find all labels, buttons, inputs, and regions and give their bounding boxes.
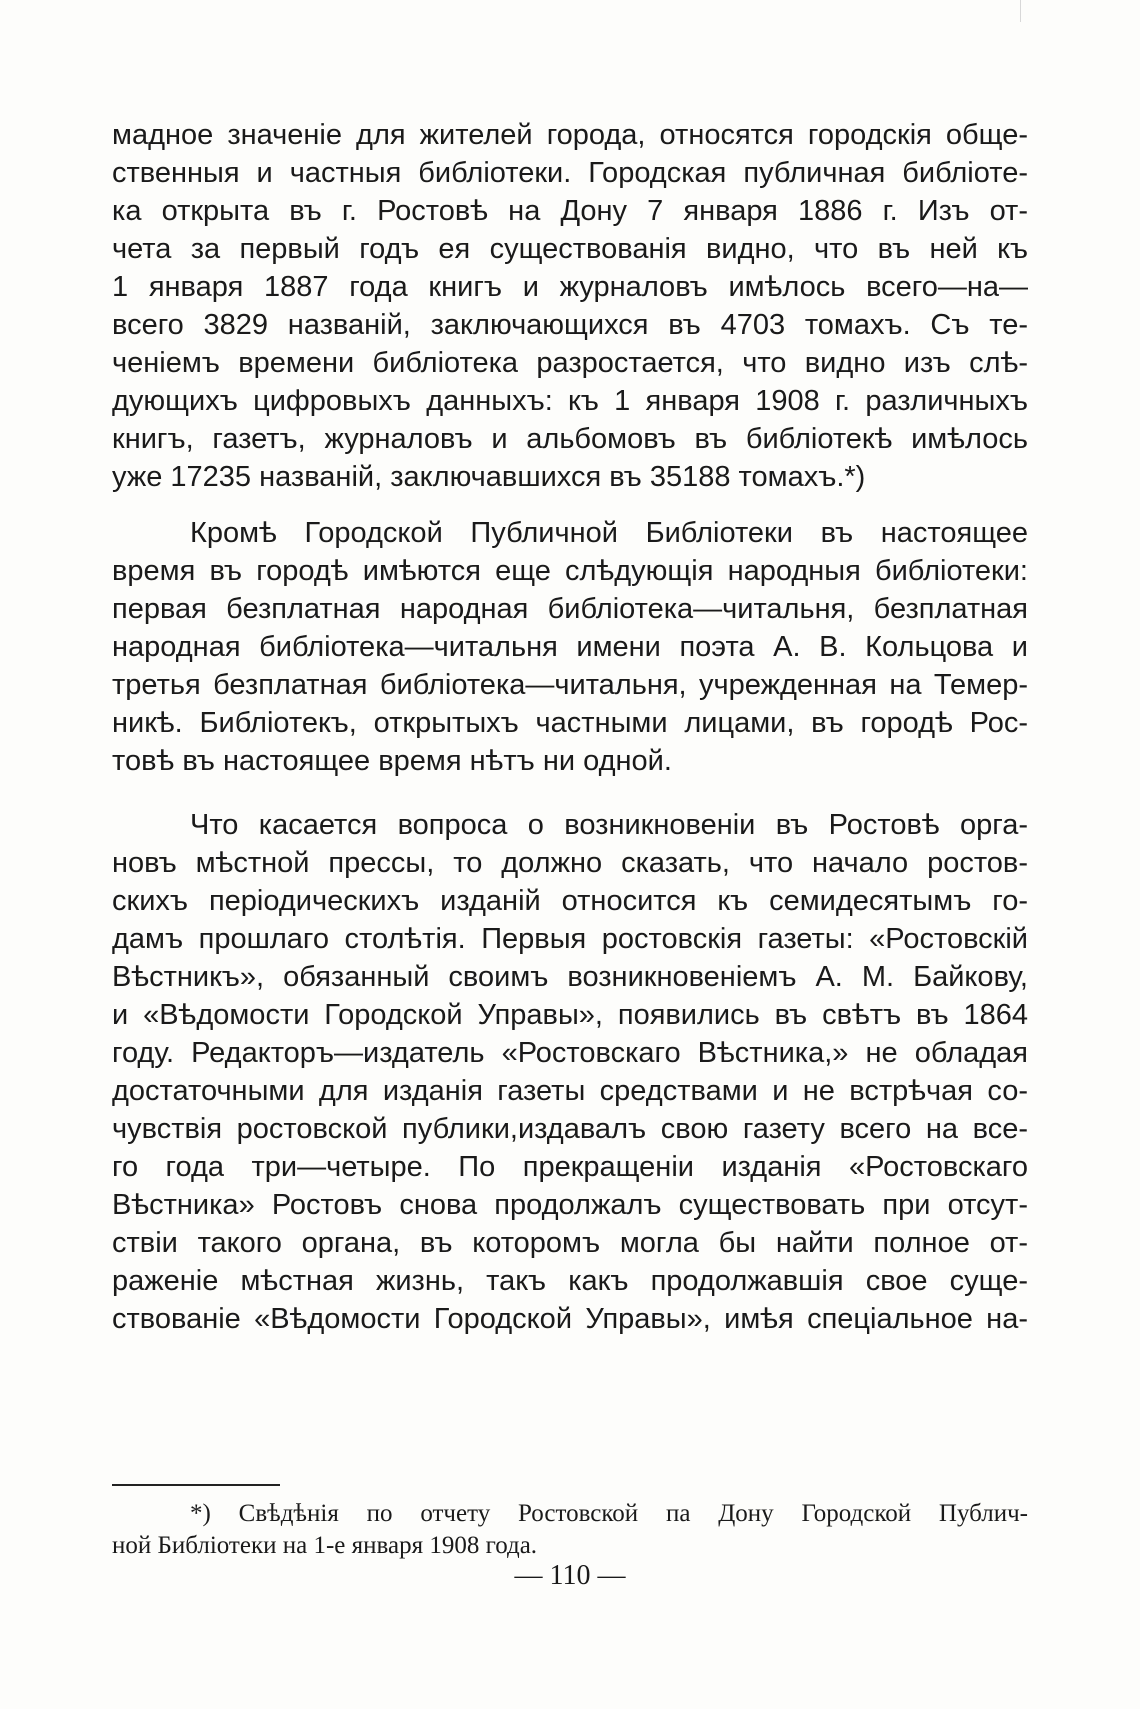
text-line: мадное значеніе для жителей города, относятся городскія обще- [112,119,1028,151]
text-line: достаточными для изданія газеты средствами и не встрѣчая со- [112,1075,1028,1107]
text-line: книгъ, газетъ, журналовъ и альбомовъ въ библіотекѣ имѣлось [112,423,1028,455]
scan-margin-mark [1020,0,1021,22]
text-line: Вѣстникъ», обязанный своимъ возникновеніемъ А. М. Байкову, [112,961,1028,993]
text-line: году. Редакторъ—издатель «Ростовскаго Вѣстника,» не обладая [112,1037,1028,1069]
text-line: дамъ прошлаго столѣтія. Первыя ростовскія газеты: «Ростовскій [112,923,1028,955]
text-line: ствованіе «Вѣдомости Городской Управы», имѣя спеціальное на- [112,1303,1028,1335]
text-line: народная библіотека—читальня имени поэта А. В. Кольцова и [112,631,1028,663]
footnote-line: ной Библіотеки на 1-е января 1908 года. [112,1532,538,1559]
page-number: — 110 — [514,1560,626,1591]
text-line: всего 3829 названій, заключающихся въ 4703 томахъ. Съ те- [112,309,1028,341]
text-line: ственныя и частныя библіотеки. Городская публичная библіоте- [112,157,1028,189]
footnote-line: *) Свѣдѣнія по отчету Ростовской па Дону Городской Публич- [190,1500,1028,1527]
text-line: и «Вѣдомости Городской Управы», появились въ свѣтъ въ 1864 [112,999,1028,1031]
text-line: товѣ въ настоящее время нѣтъ ни одной. [112,745,672,777]
text-line: никѣ. Библіотекъ, открытыхъ частными лицами, въ городѣ Рос- [112,707,1028,739]
text-line: уже 17235 названій, заключавшихся въ 35188 томахъ.*) [112,461,866,493]
text-line: ствіи такого органа, въ которомъ могла бы найти полное от- [112,1227,1028,1259]
text-line: Вѣстника» Ростовъ снова продолжалъ существовать при отсут- [112,1189,1028,1221]
text-line: новъ мѣстной прессы, то должно сказать, что начало ростов- [112,847,1028,879]
text-line: первая безплатная народная библіотека—читальня, безплатная [112,593,1028,625]
text-line: дующихъ цифровыхъ данныхъ: къ 1 января 1908 г. различныхъ [112,385,1028,417]
text-line: чувствія ростовской публики,издавалъ свою газету всего на все- [112,1113,1028,1145]
text-line: время въ городѣ имѣются еще слѣдующія народныя библіотеки: [112,555,1028,587]
text-line: Что касается вопроса о возникновеніи въ Ростовѣ орга- [190,809,1028,841]
text-line: го года три—четыре. По прекращеніи изданія «Ростовскаго [112,1151,1028,1183]
text-line: Кромѣ Городской Публичной Библіотеки въ настоящее [190,517,1028,549]
text-line: третья безплатная библіотека—читальня, учрежденная на Темер- [112,669,1028,701]
text-line: ка открыта въ г. Ростовѣ на Дону 7 января 1886 г. Изъ от- [112,195,1028,227]
text-line: раженіе мѣстная жизнь, такъ какъ продолжавшія свое суще- [112,1265,1028,1297]
text-line: ченіемъ времени библіотека разростается, что видно изъ слѣ- [112,347,1028,379]
footnote-rule [112,1484,280,1486]
text-line: чета за первый годъ ея существованія видно, что въ ней къ [112,233,1028,265]
text-line: скихъ періодическихъ изданій относится къ семидесятымъ го- [112,885,1028,917]
text-line: 1 января 1887 года книгъ и журналовъ имѣлось всего—на— [112,271,1028,303]
